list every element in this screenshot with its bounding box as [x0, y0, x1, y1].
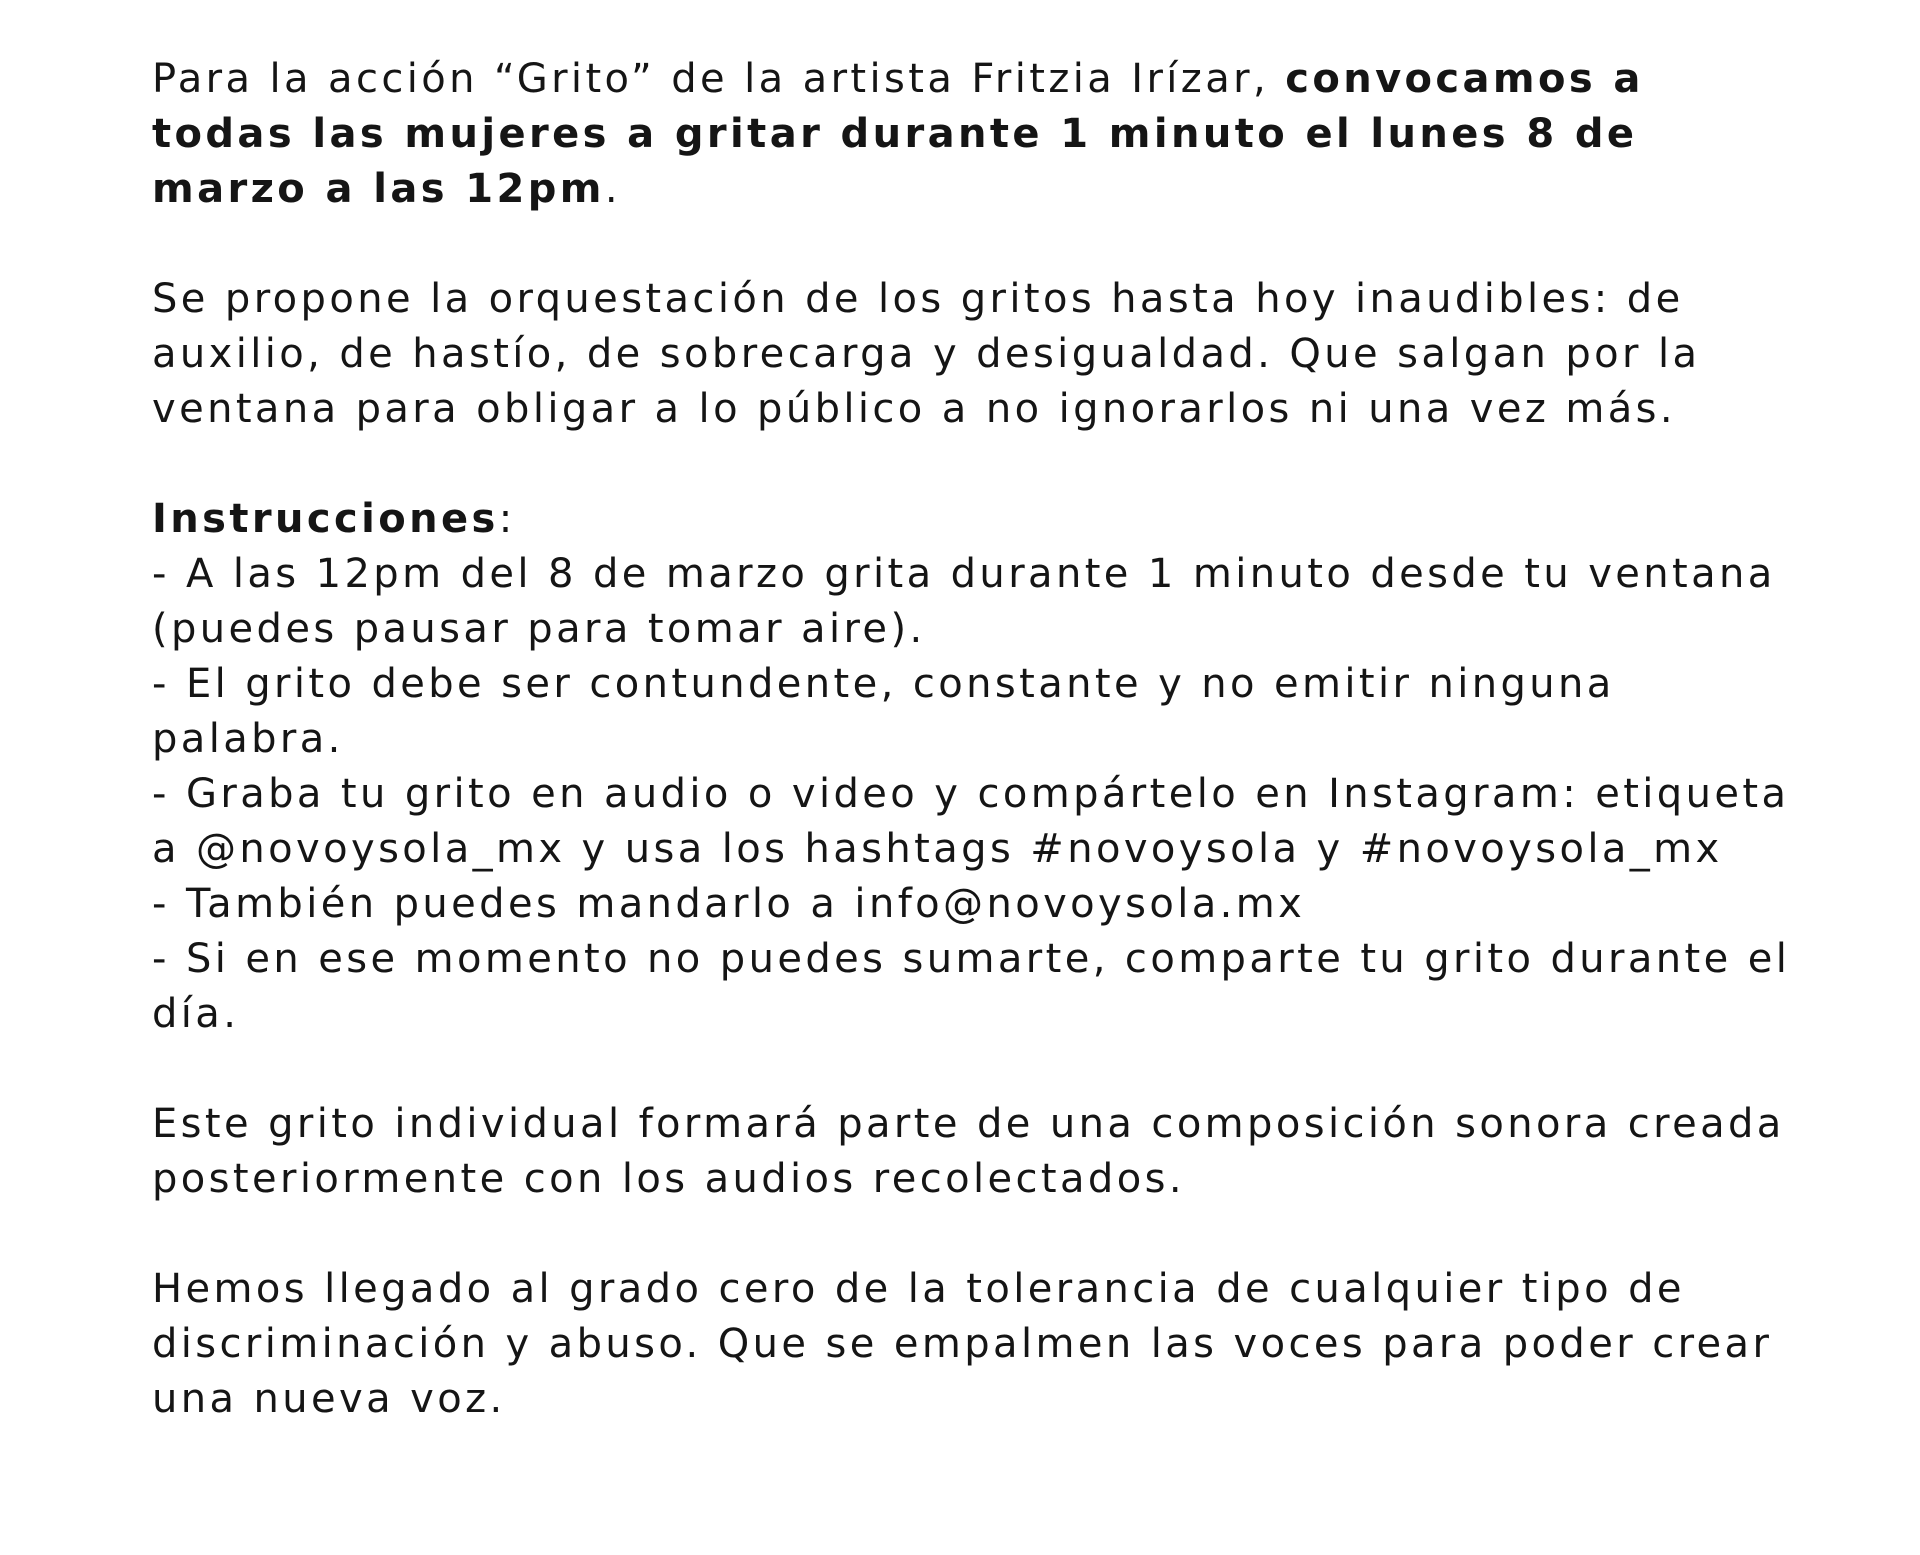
instructions-heading-colon: :: [498, 496, 516, 542]
instruction-item: - Si en ese momento no puedes sumarte, comparte tu grito durante el día.: [152, 936, 1791, 1037]
intro-call-bold-text: convocamos a todas las mujeres a gritar durante 1 minuto el lunes 8 de marzo a las 12pm: [152, 56, 1644, 212]
paragraph-spacer: [152, 1207, 1792, 1262]
intro-end-text: .: [604, 166, 621, 212]
instructions-heading-text: Instrucciones: [152, 496, 499, 542]
proposal-paragraph: Se propone la orquestación de los gritos hasta hoy inaudibles: de auxilio, de hastío, de sobrecarga y desigualdad. Que salgan por la ventana para obligar a lo público a no ignorarlos ni una vez más.: [152, 276, 1701, 432]
paragraph-spacer: [152, 217, 1792, 272]
intro-lead-text: Para la acción “Grito” de la artista Fritzia Irízar,: [152, 56, 1286, 102]
composition-paragraph: Este grito individual formará parte de una composición sonora creada posteriormente con los audios recolectados.: [152, 1101, 1785, 1202]
instruction-item: - Graba tu grito en audio o video y compártelo en Instagram: etiqueta a @novoysola_mx y usa los hashtags #novoysola y #novoysola_mx: [152, 771, 1790, 872]
paragraph-spacer: [152, 1042, 1792, 1097]
instruction-item: - También puedes mandarlo a info@novoysola.mx: [152, 881, 1306, 927]
instruction-item: - A las 12pm del 8 de marzo grita durante 1 minuto desde tu ventana (puedes pausar para tomar aire).: [152, 551, 1776, 652]
intro-paragraph: [152, 52, 1792, 217]
paragraph-spacer: [152, 437, 1792, 492]
instructions-heading: [152, 492, 1792, 547]
closing-paragraph: Hemos llegado al grado cero de la tolerancia de cualquier tipo de discriminación y abuso. Que se empalmen las voces para poder crear una nueva voz.: [152, 1266, 1773, 1422]
instruction-item: - El grito debe ser contundente, constante y no emitir ninguna palabra.: [152, 661, 1615, 762]
document-body: [152, 52, 1792, 1427]
